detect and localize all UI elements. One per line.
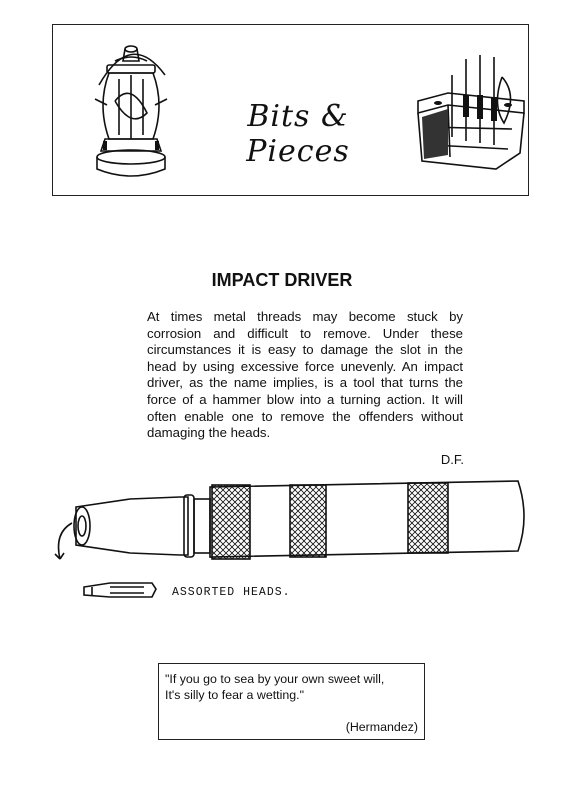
header-banner: [52, 24, 529, 196]
author-initials: D.F.: [440, 452, 464, 467]
quote-line-1: "If you go to sea by your own sweet will,: [165, 672, 385, 686]
quote-line-2: It's silly to fear a wetting.": [165, 688, 304, 702]
oil-lantern-icon: [85, 35, 175, 185]
article-body: At times metal threads may become stuck by corrosion and difficult to remove. Under these circumstances it is easy to damage the slot in the head by using excessive force unevenly. An impact driver, as the name implies, is a tool that turns the force of a hammer blow into a turning action. It will often enable one to remove the offenders without damaging the heads.: [147, 309, 463, 441]
quote-box: [158, 663, 425, 740]
article-title: IMPACT DRIVER: [211, 270, 353, 290]
tool-rack-icon: [408, 45, 526, 173]
quote-attribution: (Hermandez): [345, 720, 418, 734]
section-title: Bits & Pieces: [246, 99, 350, 169]
illustration-caption: ASSORTED HEADS.: [172, 586, 291, 599]
